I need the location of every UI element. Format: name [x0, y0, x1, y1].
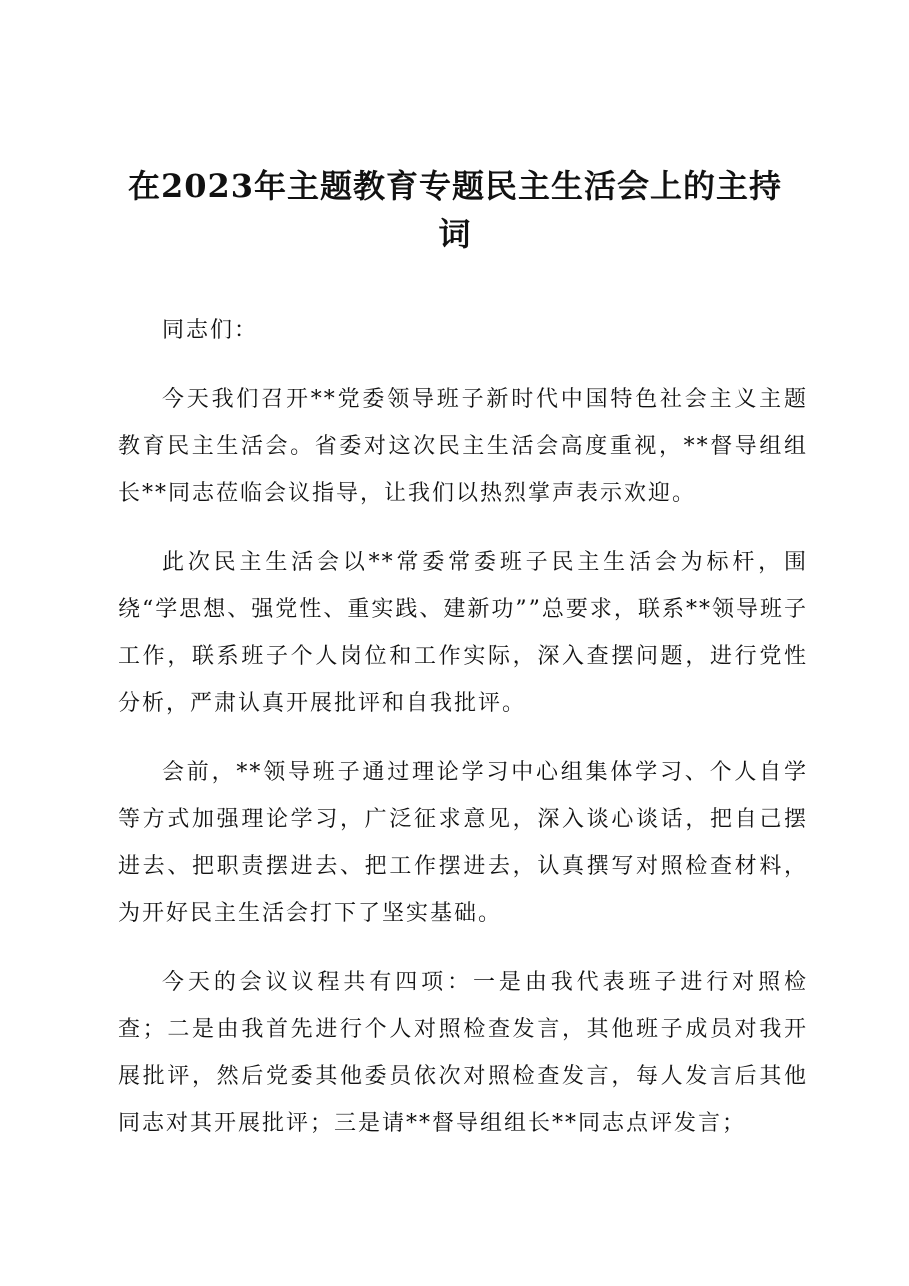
- salutation-paragraph: 同志们：: [162, 318, 259, 343]
- purpose-paragraph: 此次民主生活会以**常委常委班子民主生活会为标杆，围绕“学思想、强党性、重实践、建新功””总要求，联系**领导班子工作，联系班子个人岗位和工作实际，深入查摆问题，进行党性分析，严肃认真开展批评和自我批评。: [118, 550, 808, 716]
- document-title: 在2023年主题教育专题民主生活会上的主持词: [127, 167, 783, 253]
- document-body: [118, 307, 808, 1169]
- agenda-paragraph: 今天的会议议程共有四项：一是由我代表班子进行对照检查；二是由我首先进行个人对照检查发言，其他班子成员对我开展批评，然后党委其他委员依次对照检查发言，每人发言后其他同志对其开展批评；三是请**督导组组长**同志点评发言；: [118, 970, 808, 1136]
- opening-paragraph: 今天我们召开**党委领导班子新时代中国特色社会主义主题教育民主生活会。省委对这次民主生活会高度重视，**督导组组长**同志莅临会议指导，让我们以热烈掌声表示欢迎。: [118, 387, 808, 506]
- preparation-paragraph: 会前，**领导班子通过理论学习中心组集体学习、个人自学等方式加强理论学习，广泛征求意见，深入谈心谈话，把自己摆进去、把职责摆进去、把工作摆进去，认真撰写对照检查材料，为开好民主生活会打下了坚实基础。: [118, 760, 808, 926]
